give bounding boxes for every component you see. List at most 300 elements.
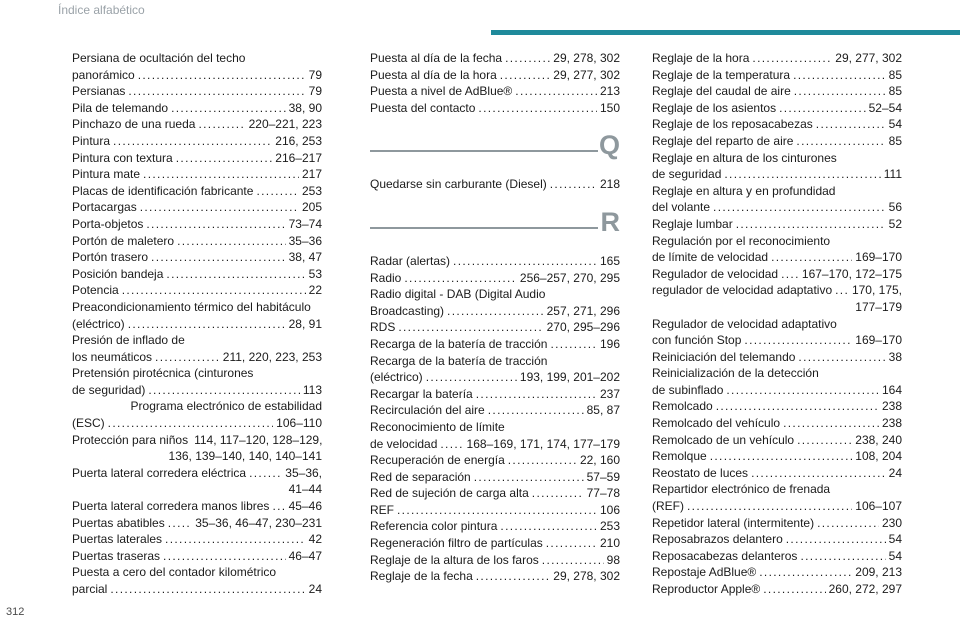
entry-label: los neumáticos <box>72 349 153 364</box>
entry-line <box>652 249 902 266</box>
dot-leader <box>816 116 886 133</box>
entry-pages: 85 <box>888 84 902 99</box>
entry-label: Protección para niños <box>72 432 189 447</box>
entry-pages: 35–36, <box>285 465 322 480</box>
index-entry <box>72 183 322 200</box>
section-letter: Q <box>598 130 620 161</box>
dot-leader <box>110 581 305 598</box>
entry-pages: 106–107 <box>855 499 902 514</box>
entry-label: Potencia <box>72 283 119 298</box>
entry-line <box>72 498 322 515</box>
entry-label: panorámico <box>72 67 135 82</box>
dot-leader <box>771 249 852 266</box>
entry-pages: 210 <box>599 536 620 551</box>
entry-line <box>652 216 902 233</box>
entry-label: Regulador de velocidad <box>652 266 779 281</box>
dot-leader <box>796 133 885 150</box>
entry-pages: 150 <box>599 100 620 115</box>
entry-line <box>370 319 620 336</box>
entry-line <box>652 465 902 482</box>
entry-line <box>370 518 620 535</box>
dot-leader <box>474 469 584 486</box>
index-entry <box>652 100 902 117</box>
section-letter: R <box>600 206 620 237</box>
index-entry <box>72 465 322 498</box>
index-entry <box>370 386 620 403</box>
entry-label: Red de separación <box>370 469 471 484</box>
entry-line <box>370 436 620 453</box>
entry-pages: 79 <box>308 84 322 99</box>
dot-leader <box>476 568 551 585</box>
entry-line <box>370 50 620 67</box>
entry-label: Reglaje de la altura de los faros <box>370 552 539 567</box>
entry-pages: 205 <box>301 200 322 215</box>
entry-line <box>72 415 322 432</box>
index-entry <box>652 581 902 598</box>
entry-label: Remolque <box>652 449 707 464</box>
entry-pages: 77–78 <box>586 486 620 501</box>
index-entry <box>652 398 902 415</box>
entry-line <box>72 382 322 399</box>
index-entry <box>370 452 620 469</box>
index-entry <box>652 448 902 465</box>
index-entry <box>370 83 620 100</box>
index-entry <box>370 270 620 287</box>
index-entry <box>370 502 620 519</box>
index-entry <box>652 50 902 67</box>
entry-pages: 24 <box>308 582 322 596</box>
index-entry <box>652 233 902 266</box>
entry-label: Puesta al día de la fecha <box>370 51 503 65</box>
entry-line <box>72 133 322 150</box>
index-entry <box>370 353 620 386</box>
entry-label: Reglaje del caudal de aire <box>652 84 791 99</box>
entry-label: Remolcado del vehículo <box>652 416 781 431</box>
dot-leader <box>794 83 886 100</box>
dot-leader <box>398 319 543 336</box>
header-title: Índice alfabético <box>58 3 145 17</box>
dot-leader <box>155 349 220 366</box>
index-entry <box>72 398 322 431</box>
entry-title-line: Pretensión pirotécnica (cinturones <box>72 366 254 381</box>
entry-line <box>652 282 902 299</box>
entry-label: Puertas abatibles <box>72 515 165 530</box>
entry-pages: 213 <box>599 84 620 99</box>
entry-label: Recuperación de energía <box>370 453 505 468</box>
entry-title-line: Programa electrónico de estabilidad <box>130 399 322 414</box>
entry-pages: 85 <box>888 67 902 82</box>
entry-pages: 29, 277, 302 <box>835 51 902 65</box>
entry-label: Reglaje del reparto de aire <box>652 133 794 148</box>
entry-title-line: Recarga de la batería de tracción <box>370 353 548 368</box>
index-entry <box>652 365 902 398</box>
dot-leader <box>138 67 306 84</box>
entry-label: de límite de velocidad <box>652 250 769 265</box>
entry-line <box>72 266 322 283</box>
entry-label: Portón trasero <box>72 250 149 265</box>
entry-label: Reglaje de la fecha <box>370 569 473 584</box>
entry-line <box>370 452 620 469</box>
dot-leader <box>546 535 597 552</box>
dot-leader <box>447 303 544 320</box>
dot-leader <box>500 67 551 84</box>
entry-line <box>72 116 322 133</box>
dot-leader <box>800 548 885 565</box>
index-entry <box>370 253 620 270</box>
entry-label: de velocidad <box>370 436 438 451</box>
entry-line <box>370 485 620 502</box>
entry-label: Reglaje de la temperatura <box>652 67 791 82</box>
dot-leader <box>177 233 286 250</box>
entry-label: (REF) <box>652 499 684 514</box>
entry-line <box>370 502 620 519</box>
entry-label: Pila de telemando <box>72 100 169 115</box>
dot-leader <box>736 216 886 233</box>
dot-leader <box>550 336 597 353</box>
dot-leader <box>453 253 597 270</box>
index-entry <box>72 50 322 83</box>
entry-pages: 237 <box>599 386 620 401</box>
index-entry <box>72 282 322 299</box>
index-entry <box>370 419 620 452</box>
entry-line <box>72 83 322 100</box>
entry-line <box>370 253 620 270</box>
index-entry <box>370 552 620 569</box>
entry-pages: 165 <box>599 253 620 268</box>
entry-label: con función Stop <box>652 333 742 348</box>
dot-leader <box>744 332 852 349</box>
dot-leader <box>148 382 299 399</box>
entry-label: REF <box>370 502 394 517</box>
entry-line <box>72 183 322 200</box>
entry-pages-continued: 136, 139–140, 140, 140–141 <box>168 449 322 464</box>
index-entry <box>72 166 322 183</box>
index-entry <box>652 432 902 449</box>
entry-label: Pintura mate <box>72 167 141 182</box>
dot-leader <box>440 436 463 453</box>
dot-leader <box>478 100 597 117</box>
section-heading <box>370 126 620 170</box>
entry-title-line: Regulación por el reconocimiento <box>652 233 831 248</box>
entry-label: Pintura con textura <box>72 150 173 165</box>
entry-line <box>72 316 322 333</box>
entry-label: Radio <box>370 270 402 285</box>
entry-pages: 79 <box>308 67 322 82</box>
entry-label: Recarga de la batería de tracción <box>370 336 548 351</box>
entry-pages-continued: 41–44 <box>288 482 322 497</box>
index-entry <box>652 316 902 349</box>
entry-pages: 256–257, 270, 295 <box>519 270 620 285</box>
index-entry <box>370 568 620 585</box>
entry-label: (eléctrico) <box>370 370 423 385</box>
entry-line <box>652 382 902 399</box>
index-entry <box>652 183 902 216</box>
dot-leader <box>168 515 192 532</box>
entry-pages: 114, 117–120, 128–129, <box>194 432 323 447</box>
entry-line <box>652 50 902 67</box>
entry-line <box>72 531 322 548</box>
entry-pages: 108, 204 <box>855 449 902 464</box>
entry-label: Portón de maletero <box>72 233 175 248</box>
entry-label: Pinchazo de una rueda <box>72 117 196 132</box>
entry-label: del volante <box>652 200 711 215</box>
dot-leader <box>151 249 286 266</box>
dot-leader <box>726 382 879 399</box>
entry-line <box>370 336 620 353</box>
entry-label: Remolcado de un vehículo <box>652 432 795 447</box>
dot-leader <box>542 552 604 569</box>
entry-pages: 238 <box>881 416 902 431</box>
dot-leader <box>198 116 245 133</box>
entry-pages: 38 <box>888 349 902 364</box>
entry-pages: 170, 175, <box>851 283 902 298</box>
entry-label: Repostaje AdBlue® <box>652 565 757 580</box>
entry-line <box>370 369 620 386</box>
entry-pages: 85, 87 <box>586 403 620 418</box>
entry-line <box>370 83 620 100</box>
dot-leader <box>716 398 879 415</box>
entry-pages: 216–217 <box>275 150 322 165</box>
entry-line <box>652 100 902 117</box>
index-entry <box>370 176 620 193</box>
entry-pages: 52 <box>888 216 902 231</box>
entry-pages: 29, 277, 302 <box>553 67 620 82</box>
dot-leader <box>128 83 305 100</box>
index-entry <box>72 83 322 100</box>
entry-line <box>72 166 322 183</box>
entry-label: Puesta al día de la hora <box>370 67 497 82</box>
dot-leader <box>146 216 285 233</box>
dot-leader <box>752 50 832 67</box>
entry-pages: 29, 278, 302 <box>553 569 620 584</box>
index-column-1 <box>72 50 322 598</box>
index-entry <box>652 150 902 183</box>
entry-line <box>370 100 620 117</box>
entry-pages: 57–59 <box>586 469 620 484</box>
index-column-2 <box>370 50 620 585</box>
dot-leader <box>404 270 517 287</box>
entry-pages: 28, 91 <box>288 316 322 331</box>
entry-line <box>652 349 902 366</box>
entry-line <box>72 349 322 366</box>
entry-title-line: Reinicialización de la detección <box>652 366 819 381</box>
index-entry <box>370 518 620 535</box>
index-entry <box>72 365 322 398</box>
entry-line <box>72 199 322 216</box>
entry-line <box>370 386 620 403</box>
index-entry <box>72 498 322 515</box>
entry-pages: 193, 199, 201–202 <box>519 370 620 385</box>
entry-pages: 113 <box>302 382 322 397</box>
entry-pages: 38, 47 <box>288 250 322 265</box>
entry-pages: 106 <box>599 502 620 517</box>
entry-line <box>370 469 620 486</box>
entry-label: Recargar la batería <box>370 386 473 401</box>
section-heading <box>370 203 620 247</box>
dot-leader <box>256 183 299 200</box>
header-accent-bar <box>491 30 960 35</box>
entry-line <box>652 67 902 84</box>
entry-title-line: Radio digital - DAB (Digital Audio <box>370 287 546 302</box>
entry-pages: 167–170, 172–175 <box>801 266 902 281</box>
entry-line <box>652 564 902 581</box>
entry-pages: 253 <box>301 183 322 198</box>
entry-line <box>652 266 902 283</box>
entry-title-line: Presión de inflado de <box>72 333 185 348</box>
entry-pages: 169–170 <box>855 250 902 265</box>
dot-leader <box>798 349 885 366</box>
entry-label: Persianas <box>72 84 126 99</box>
entry-line <box>72 67 322 84</box>
entry-pages: 111 <box>883 167 902 182</box>
dot-leader <box>781 266 799 283</box>
entry-line <box>370 176 620 193</box>
entry-label: Regeneración filtro de partículas <box>370 536 543 551</box>
entry-line <box>72 216 322 233</box>
dot-leader <box>710 448 853 465</box>
index-entry <box>72 564 322 597</box>
entry-label: de seguridad <box>652 167 722 182</box>
dot-leader <box>817 515 879 532</box>
entry-pages: 218 <box>599 177 620 192</box>
dot-leader <box>515 83 597 100</box>
entry-label: Repetidor lateral (intermitente) <box>652 515 815 530</box>
dot-leader <box>165 531 306 548</box>
entry-pages: 253 <box>599 519 620 534</box>
dot-leader <box>508 452 577 469</box>
entry-label: Portacargas <box>72 200 137 215</box>
entry-label: Puerta lateral corredera eléctrica <box>72 465 247 480</box>
entry-pages: 169–170 <box>855 333 902 348</box>
dot-leader <box>532 485 584 502</box>
entry-line <box>652 448 902 465</box>
entry-pages: 54 <box>888 532 902 547</box>
entry-pages: 38, 90 <box>288 100 322 115</box>
entry-pages: 209, 213 <box>855 565 902 580</box>
index-entry <box>652 564 902 581</box>
entry-label: Puesta del contacto <box>370 100 476 115</box>
index-entry <box>72 216 322 233</box>
entry-line <box>72 515 322 532</box>
dot-leader <box>779 100 866 117</box>
index-entry <box>652 116 902 133</box>
entry-pages: 52–54 <box>868 100 902 115</box>
entry-label: (ESC) <box>72 416 105 431</box>
entry-pages: 98 <box>606 552 620 567</box>
index-entry <box>652 133 902 150</box>
entry-title-line: Persiana de ocultación del techo <box>72 51 246 65</box>
index-entry <box>652 67 902 84</box>
entry-pages: 56 <box>888 200 902 215</box>
index-entry <box>72 515 322 532</box>
entry-pages: 196 <box>599 336 620 351</box>
entry-line <box>652 398 902 415</box>
entry-pages: 54 <box>888 548 902 563</box>
entry-line <box>72 548 322 565</box>
index-entry <box>370 286 620 319</box>
entry-line <box>370 67 620 84</box>
entry-line <box>652 116 902 133</box>
entry-label: Reglaje de la hora <box>652 51 750 65</box>
dot-leader <box>272 498 285 515</box>
index-entry <box>652 282 902 315</box>
entry-pages: 42 <box>308 532 322 547</box>
entry-line <box>72 282 322 299</box>
entry-title-line: Reglaje en altura de los cinturones <box>652 150 837 165</box>
entry-line <box>652 83 902 100</box>
index-entry <box>652 415 902 432</box>
entry-label: Reiniciación del telemando <box>652 349 796 364</box>
entry-label: Reglaje de los asientos <box>652 100 777 115</box>
index-entry <box>370 50 620 67</box>
entry-label: Reproductor Apple® <box>652 582 761 596</box>
dot-leader <box>163 548 286 565</box>
entry-pages: 35–36 <box>288 233 322 248</box>
dot-leader <box>713 199 886 216</box>
entry-title-line: Repartidor electrónico de frenada <box>652 482 831 497</box>
entry-label: Porta-objetos <box>72 216 144 231</box>
index-entry <box>370 402 620 419</box>
entry-pages: 29, 278, 302 <box>553 51 620 65</box>
entry-pages: 106–110 <box>276 416 322 431</box>
entry-label: Reposabrazos delantero <box>652 532 783 547</box>
dot-leader <box>166 266 305 283</box>
index-entry <box>370 336 620 353</box>
entry-pages: 260, 272, 297 <box>828 582 902 596</box>
entry-label: Placas de identificación fabricante <box>72 183 254 198</box>
section-rule <box>370 150 598 152</box>
index-entry <box>72 233 322 250</box>
entry-line <box>370 402 620 419</box>
entry-pages: 54 <box>888 117 902 132</box>
entry-label: Puertas traseras <box>72 548 161 563</box>
entry-label: Red de sujeción de carga alta <box>370 486 529 501</box>
entry-title-line: Puesta a cero del contador kilométrico <box>72 565 277 580</box>
entry-line <box>370 303 620 320</box>
entry-label: RDS <box>370 320 396 335</box>
entry-line <box>370 552 620 569</box>
index-entry <box>370 67 620 84</box>
index-entry <box>72 100 322 117</box>
page-number: 312 <box>6 606 25 618</box>
index-entry <box>72 332 322 365</box>
index-entry <box>652 83 902 100</box>
dot-leader <box>143 166 299 183</box>
dot-leader <box>113 133 272 150</box>
entry-label: Quedarse sin carburante (Diesel) <box>370 177 547 192</box>
entry-pages: 22, 160 <box>579 453 620 468</box>
dot-leader <box>550 176 597 193</box>
entry-label: Radar (alertas) <box>370 253 451 268</box>
entry-line <box>652 498 902 515</box>
entry-line <box>370 568 620 585</box>
entry-pages: 85 <box>888 133 902 148</box>
index-entry <box>72 266 322 283</box>
dot-leader <box>476 386 597 403</box>
entry-line <box>72 432 322 449</box>
entry-line <box>652 332 902 349</box>
index-column-3 <box>652 50 902 598</box>
dot-leader <box>122 282 306 299</box>
entry-pages: 220–221, 223 <box>248 117 322 132</box>
index-entry <box>652 481 902 514</box>
index-entry <box>370 469 620 486</box>
entry-pages: 35–36, 46–47, 230–231 <box>195 515 322 530</box>
dot-leader <box>397 502 597 519</box>
index-entry <box>72 432 322 465</box>
entry-pages: 216, 253 <box>275 133 322 148</box>
dot-leader <box>176 150 273 167</box>
